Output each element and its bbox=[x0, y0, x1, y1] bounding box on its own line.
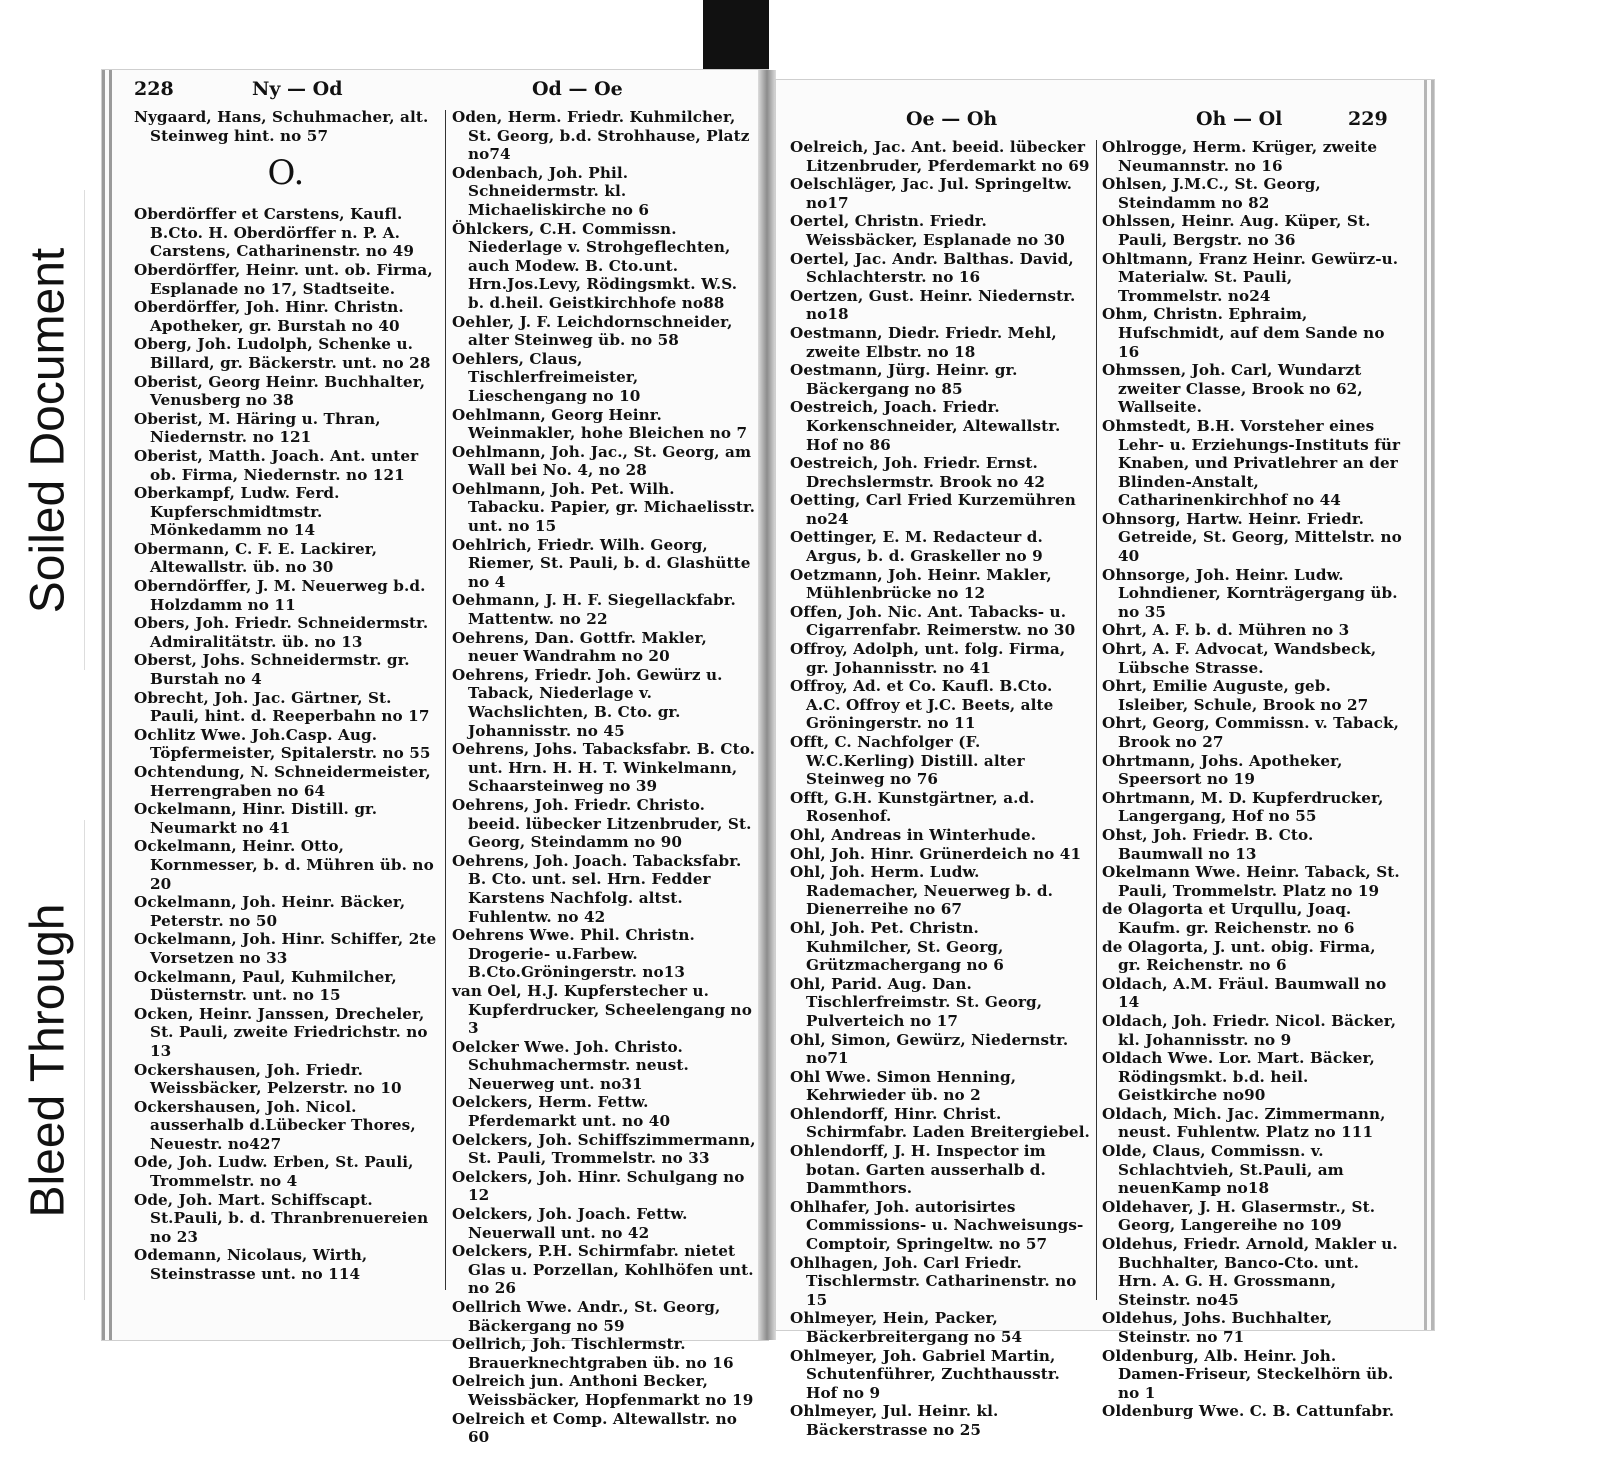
left-page-column-2 bbox=[452, 108, 756, 1447]
directory-entry: Oelckers, Joh. Hinr. Schulgang no 12 bbox=[452, 1167, 745, 1205]
directory-entry: Oldehus, Friedr. Arnold, Makler u. Buchhalter, Banco-Cto. unt. Hrn. A. G. H. Grossmann, Steinstr. no45 bbox=[1102, 1235, 1398, 1309]
book-gutter bbox=[758, 70, 776, 1340]
directory-entry: Oehrens, Joh. Joach. Tabacksfabr. B. Cto. unt. sel. Hrn. Fedder Karstens Nachfolg. altst. Fuhlentw. no 42 bbox=[452, 851, 742, 926]
directory-entry: Ohrtmann, Johs. Apotheker, Speersort no 19 bbox=[1102, 751, 1343, 789]
directory-entry: Oberndörffer, J. M. Neuerweg b.d. Holzdamm no 11 bbox=[134, 577, 426, 614]
directory-entry: Ockershausen, Joh. Nicol. ausserhalb d.Lübecker Thores, Neuestr. no427 bbox=[134, 1097, 416, 1153]
directory-entry: Oehler, J. F. Leichdornschneider, alter Steinweg üb. no 58 bbox=[452, 312, 733, 350]
left-page-column-1 bbox=[134, 108, 438, 1284]
directory-entry: Ohnsorg, Hartw. Heinr. Friedr. Getreide, St. Georg, Mittelstr. no 40 bbox=[1102, 509, 1402, 566]
directory-entry: Ohl, Parid. Aug. Dan. Tischlerfreimstr. St. Georg, Pulverteich no 17 bbox=[790, 974, 1043, 1030]
directory-entry: Ohlendorff, J. H. Inspector im botan. Garten ausserhalb d. Dammthors. bbox=[790, 1142, 1046, 1198]
directory-entry: Oldehaver, J. H. Glasermstr., St. Georg, Langereihe no 109 bbox=[1102, 1197, 1376, 1235]
directory-entry: Offt, G.H. Kunstgärtner, a.d. Rosenhof. bbox=[790, 788, 1035, 826]
directory-entry: Offen, Joh. Nic. Ant. Tabacks- u. Cigarrenfabr. Reimerstw. no 30 bbox=[790, 602, 1076, 640]
directory-entry: Oberg, Joh. Ludolph, Schenke u. Billard, gr. Bäckerstr. unt. no 28 bbox=[134, 335, 431, 372]
left-page bbox=[102, 70, 768, 1447]
directory-entry: Oehmann, J. H. F. Siegellackfabr. Mattentw. no 22 bbox=[452, 591, 736, 629]
directory-entry: Ockelmann, Joh. Hinr. Schiffer, 2te Vorsetzen no 33 bbox=[134, 930, 437, 967]
directory-entry: Ohlhagen, Joh. Carl Friedr. Tischlermstr. Catharinenstr. no 15 bbox=[790, 1253, 1077, 1309]
directory-entry: Ohl, Joh. Hinr. Grünerdeich no 41 bbox=[790, 844, 1082, 863]
directory-entry: Oehrens Wwe. Phil. Christn. Drogerie- u.Farbew. B.Cto.Gröningerstr. no13 bbox=[452, 926, 695, 982]
directory-entry: Oestreich, Joach. Friedr. Korkenschneider, Altewallstr. Hof no 86 bbox=[790, 398, 1061, 454]
bleed-through-label: Bleed Through bbox=[21, 902, 75, 1218]
directory-entry: Ohlhafer, Joh. autorisirtes Commissions- u. Nachweisungs-Comptoir, Springeltw. no 57 bbox=[790, 1197, 1084, 1254]
directory-entry: Ohrtmann, M. D. Kupferdrucker, Langergang, Hof no 55 bbox=[1102, 788, 1384, 826]
column-divider bbox=[1096, 140, 1097, 1300]
directory-entry: Ohlmeyer, Jul. Heinr. kl. Bäckerstrasse no 25 bbox=[790, 1402, 999, 1439]
directory-entry: Ohm, Christn. Ephraim, Hufschmidt, auf dem Sande no 16 bbox=[1102, 305, 1385, 361]
directory-entry: Oellrich Wwe. Andr., St. Georg, Bäckergang no 59 bbox=[452, 1298, 721, 1335]
directory-entry: Ochlitz Wwe. Joh.Casp. Aug. Töpfermeister, Spitalerstr. no 55 bbox=[134, 725, 431, 763]
right-header-range-2: Oh — Ol bbox=[1196, 108, 1283, 130]
directory-entry: Obermann, C. F. E. Lackirer, Altewallstr. üb. no 30 bbox=[134, 539, 378, 577]
right-header-range-1: Oe — Oh bbox=[906, 108, 998, 130]
directory-entry: Oelcker Wwe. Joh. Christo. Schuhmachermstr. neust. Neuerweg unt. no31 bbox=[452, 1037, 689, 1093]
directory-entry: Ockershausen, Joh. Friedr. Weissbäcker, Pelzerstr. no 10 bbox=[134, 1060, 402, 1098]
directory-entry: Oehlrich, Friedr. Wilh. Georg, Riemer, St. Pauli, b. d. Glashütte no 4 bbox=[452, 535, 751, 591]
directory-entry: Oetting, Carl Fried Kurzemühren no24 bbox=[790, 491, 1076, 528]
directory-entry: Ohl, Andreas in Winterhude. bbox=[790, 825, 1037, 844]
directory-entry: Ohmstedt, B.H. Vorsteher eines Lehr- u. Erziehungs-Instituts für Knaben, und Privatlehrer an der Blinden-Anstalt, Catharinenkirchhof no 44 bbox=[1102, 416, 1401, 510]
directory-entry: Oldach, A.M. Fräul. Baumwall no 14 bbox=[1102, 974, 1387, 1012]
section-letter: O. bbox=[267, 153, 305, 194]
directory-entry: Oldenburg, Alb. Heinr. Joh. Damen-Friseur, Steckelhörn üb. no 1 bbox=[1102, 1346, 1394, 1402]
directory-entry: Oertel, Jac. Andr. Balthas. David, Schlachterstr. no 16 bbox=[790, 249, 1074, 287]
directory-entry: Oberkampf, Ludw. Ferd. Kupferschmidtmstr. Mönkedamm no 14 bbox=[134, 484, 340, 540]
directory-entry: van Oel, H.J. Kupferstecher u. Kupferdrucker, Scheelengang no 3 bbox=[452, 981, 752, 1038]
left-header-range-2: Od — Oe bbox=[532, 78, 623, 100]
directory-entry: Oehlers, Claus, Tischlerfreimeister, Lieschengang no 10 bbox=[452, 349, 641, 405]
directory-entry: Offroy, Adolph, unt. folg. Firma, gr. Johannisstr. no 41 bbox=[790, 640, 1066, 677]
directory-entry: Oelreich, Jac. Ant. beeid. lübecker Litzenbruder, Pferdemarkt no 69 bbox=[790, 138, 1090, 175]
directory-entry: Ode, Joh. Ludw. Erben, St. Pauli, Trommelstr. no 4 bbox=[134, 1153, 414, 1191]
directory-entry: Oldach Wwe. Lor. Mart. Bäcker, Rödingsmkt. b.d. heil. Geistkirche no90 bbox=[1102, 1049, 1375, 1105]
directory-entry: Ohlmeyer, Hein, Packer, Bäckerbreitergang no 54 bbox=[790, 1309, 1023, 1346]
right-page-column-1 bbox=[790, 138, 1090, 1440]
directory-entry: Oberst, Johs. Schneidermstr. gr. Burstah no 4 bbox=[134, 651, 410, 689]
directory-entry: Ohlendorff, Hinr. Christ. Schirmfabr. Laden Breitergiebel. bbox=[790, 1104, 1090, 1142]
directory-entry: Ohltmann, Franz Heinr. Gewürz-u. Materialw. St. Pauli, Trommelstr. no24 bbox=[1102, 249, 1399, 305]
directory-entry: Oberdörffer, Heinr. unt. ob. Firma, Esplanade no 17, Stadtseite. bbox=[134, 260, 433, 298]
directory-entry: Oldehus, Johs. Buchhalter, Steinstr. no 71 bbox=[1102, 1309, 1333, 1346]
directory-entry: Oberdörffer, Joh. Hinr. Christn. Apotheker, gr. Burstah no 40 bbox=[134, 298, 404, 335]
directory-entry: Ockelmann, Paul, Kuhmilcher, Düsternstr. unt. no 15 bbox=[134, 967, 397, 1005]
directory-entry: Ockelmann, Hinr. Distill. gr. Neumarkt no 41 bbox=[134, 800, 378, 837]
directory-entry: Oelreich et Comp. Altewallstr. no 60 bbox=[452, 1409, 738, 1447]
directory-entry: Öhlckers, C.H. Commissn. Niederlage v. Strohgeflechten, auch Modew. B. Cto.unt. Hrn.Jos.Levy, Rödingsmkt. W.S. b. d.heil. Geistkirchhofe no88 bbox=[452, 219, 738, 312]
directory-entry: Ohl Wwe. Simon Henning, Kehrwieder üb. no 2 bbox=[790, 1067, 1017, 1105]
directory-entry: Ohlrogge, Herm. Krüger, zweite Neumannstr. no 16 bbox=[1102, 138, 1378, 175]
directory-entry: Oberist, M. Häring u. Thran, Niedernstr. no 121 bbox=[134, 409, 381, 447]
directory-entry: Oettinger, E. M. Redacteur d. Argus, b. d. Graskeller no 9 bbox=[790, 528, 1043, 566]
directory-entry: Ockelmann, Joh. Heinr. Bäcker, Peterstr. no 50 bbox=[134, 893, 406, 930]
directory-entry: Ode, Joh. Mart. Schiffscapt. St.Pauli, b. d. Thranbrenuereien no 23 bbox=[134, 1190, 429, 1246]
directory-entry: Oelschläger, Jac. Jul. Springeltw. no17 bbox=[790, 175, 1072, 212]
directory-entry: Ocken, Heinr. Janssen, Drecheler, St. Pauli, zweite Friedrichstr. no 13 bbox=[134, 1004, 428, 1060]
directory-entry: Oehlmann, Joh. Jac., St. Georg, am Wall bei No. 4, no 28 bbox=[452, 442, 752, 480]
directory-entry: Oelckers, Herm. Fettw. Pferdemarkt unt. no 40 bbox=[452, 1093, 671, 1131]
directory-entry: Oldach, Mich. Jac. Zimmermann, neust. Fuhlentw. Platz no 111 bbox=[1102, 1104, 1386, 1142]
directory-entry: de Olagorta et Urqullu, Joaq. Kaufm. gr. Reichenstr. no 6 bbox=[1102, 900, 1355, 937]
directory-entry: Oehrens, Friedr. Joh. Gewürz u. Taback, Niederlage v. Wachslichten, B. Cto. gr. Johannisstr. no 45 bbox=[452, 665, 723, 740]
directory-entry: Oberist, Matth. Joach. Ant. unter ob. Firma, Niedernstr. no 121 bbox=[134, 446, 419, 484]
open-book bbox=[62, 70, 1470, 1447]
directory-entry: Odenbach, Joh. Phil. Schneidermstr. kl. Michaeliskirche no 6 bbox=[452, 163, 650, 219]
directory-entry: Offroy, Ad. et Co. Kaufl. B.Cto. A.C. Offroy et J.C. Beets, alte Gröningerstr. no 11 bbox=[790, 677, 1054, 733]
directory-entry: Ochtendung, N. Schneidermeister, Herrengraben no 64 bbox=[134, 763, 431, 800]
directory-entry: Oberdörffer et Carstens, Kaufl. B.Cto. H. Oberdörffer n. P. A. Carstens, Catharinenstr. no 49 bbox=[134, 205, 415, 261]
directory-entry: de Olagorta, J. unt. obig. Firma, gr. Reichenstr. no 6 bbox=[1102, 937, 1376, 975]
directory-entry: Ockelmann, Heinr. Otto, Kornmesser, b. d. Mühren üb. no 20 bbox=[134, 837, 434, 893]
entry-list bbox=[134, 205, 438, 1283]
directory-entry: Oehlmann, Georg Heinr. Weinmakler, hohe Bleichen no 7 bbox=[452, 405, 748, 443]
soiled-document-label: Soiled Document bbox=[21, 247, 75, 613]
directory-entry: Oestreich, Joh. Friedr. Ernst. Drechslermstr. Brook no 42 bbox=[790, 454, 1046, 491]
directory-entry: Oldenburg Wwe. C. B. Cattunfabr. bbox=[1102, 1402, 1395, 1421]
directory-entry: Oehlmann, Joh. Pet. Wilh. Tabacku. Papier, gr. Michaelisstr. unt. no 15 bbox=[452, 479, 756, 536]
directory-entry: Oelckers, Joh. Joach. Fettw. Neuerwall unt. no 42 bbox=[452, 1205, 688, 1242]
directory-entry: Ohmssen, Joh. Carl, Wundarzt zweiter Classe, Brook no 62, Wallseite. bbox=[1102, 361, 1363, 417]
directory-entry: Oellrich, Joh. Tischlermstr. Brauerknechtgraben üb. no 16 bbox=[452, 1335, 734, 1372]
left-header-range-1: Ny — Od bbox=[252, 78, 343, 100]
directory-entry: Okelmann Wwe. Heinr. Taback, St. Pauli, Trommelstr. Platz no 19 bbox=[1102, 863, 1400, 900]
directory-entry: Ohlsen, J.M.C., St. Georg, Steindamm no 82 bbox=[1102, 175, 1321, 212]
directory-entry: Oertel, Christn. Friedr. Weissbäcker, Esplanade no 30 bbox=[790, 212, 1065, 249]
directory-entry: Ohrt, Emilie Auguste, geb. Isleiber, Schule, Brook no 27 bbox=[1102, 677, 1369, 714]
directory-entry: Oden, Herm. Friedr. Kuhmilcher, St. Georg, b.d. Strohhause, Platz no74 bbox=[452, 108, 750, 164]
directory-entry: Ohl, Simon, Gewürz, Niedernstr. no71 bbox=[790, 1030, 1069, 1068]
directory-entry: Ohnsorge, Joh. Heinr. Ludw. Lohndiener, Kornträgergang üb. no 35 bbox=[1102, 565, 1398, 621]
column-divider bbox=[445, 110, 446, 1290]
right-page-number: 229 bbox=[1348, 108, 1388, 130]
directory-entry: Ohl, Joh. Herm. Ludw. Rademacher, Neuerweg b. d. Dienerreihe no 67 bbox=[790, 863, 1054, 919]
column-top-entries bbox=[134, 108, 438, 145]
directory-entry: Ohst, Joh. Friedr. B. Cto. Baumwall no 13 bbox=[1102, 825, 1314, 863]
directory-entry: Oehrens, Johs. Tabacksfabr. B. Cto. unt. Hrn. H. H. T. Winkelmann, Schaarsteinweg no 39 bbox=[452, 740, 756, 796]
directory-entry: Offt, C. Nachfolger (F. W.C.Kerling) Distill. alter Steinweg no 76 bbox=[790, 733, 1025, 789]
directory-entry: Oehrens, Joh. Friedr. Christo. beeid. lübecker Litzenbruder, St. Georg, Steindamm no 90 bbox=[452, 795, 752, 852]
left-page-number: 228 bbox=[134, 78, 174, 100]
directory-entry: Oelckers, Joh. Schiffszimmermann, St. Pauli, Trommelstr. no 33 bbox=[452, 1130, 756, 1168]
directory-entry: Oetzmann, Joh. Heinr. Makler, Mühlenbrücke no 12 bbox=[790, 565, 1052, 603]
directory-entry: Olde, Claus, Commissn. v. Schlachtvieh, St.Pauli, am neuenKamp no18 bbox=[1102, 1142, 1344, 1198]
directory-entry: Ohlmeyer, Joh. Gabriel Martin, Schutenführer, Zuchthausstr. Hof no 9 bbox=[790, 1346, 1060, 1402]
directory-entry: Ohrt, A. F. Advocat, Wandsbeck, Lübsche Strasse. bbox=[1102, 640, 1377, 677]
right-page-column-2 bbox=[1102, 138, 1402, 1421]
directory-entry: Oestmann, Jürg. Heinr. gr. Bäckergang no 85 bbox=[790, 361, 1018, 398]
directory-entry: Oelreich jun. Anthoni Becker, Weissbäcker, Hopfenmarkt no 19 bbox=[452, 1372, 754, 1409]
directory-entry: Oberist, Georg Heinr. Buchhalter, Venusberg no 38 bbox=[134, 372, 426, 410]
directory-entry: Ohrt, Georg, Commissn. v. Taback, Brook no 27 bbox=[1102, 714, 1400, 751]
directory-entry: Ohl, Joh. Pet. Christn. Kuhmilcher, St. Georg, Grützmachergang no 6 bbox=[790, 918, 1004, 975]
directory-entry: Ohrt, A. F. b. d. Mühren no 3 bbox=[1102, 621, 1350, 640]
right-page bbox=[776, 80, 1434, 1439]
directory-entry: Obrecht, Joh. Jac. Gärtner, St. Pauli, hint. d. Reeperbahn no 17 bbox=[134, 688, 430, 726]
directory-entry: Oldach, Joh. Friedr. Nicol. Bäcker, kl. Johannisstr. no 9 bbox=[1102, 1011, 1397, 1049]
directory-entry: Oertzen, Gust. Heinr. Niedernstr. no18 bbox=[790, 286, 1076, 324]
directory-entry: Nygaard, Hans, Schuhmacher, alt. Steinweg hint. no 57 bbox=[134, 108, 429, 145]
directory-entry: Oelckers, P.H. Schirmfabr. nietet Glas u. Porzellan, Kohlhöfen unt. no 26 bbox=[452, 1242, 754, 1298]
directory-entry: Oestmann, Diedr. Friedr. Mehl, zweite Elbstr. no 18 bbox=[790, 323, 1057, 361]
directory-entry: Obers, Joh. Friedr. Schneidermstr. Admiralitätstr. üb. no 13 bbox=[134, 614, 429, 651]
directory-entry: Ohlssen, Heinr. Aug. Küper, St. Pauli, Bergstr. no 36 bbox=[1102, 212, 1371, 249]
directory-entry: Odemann, Nicolaus, Wirth, Steinstrasse unt. no 114 bbox=[134, 1246, 368, 1284]
directory-entry: Oehrens, Dan. Gottfr. Makler, neuer Wandrahm no 20 bbox=[452, 628, 707, 666]
